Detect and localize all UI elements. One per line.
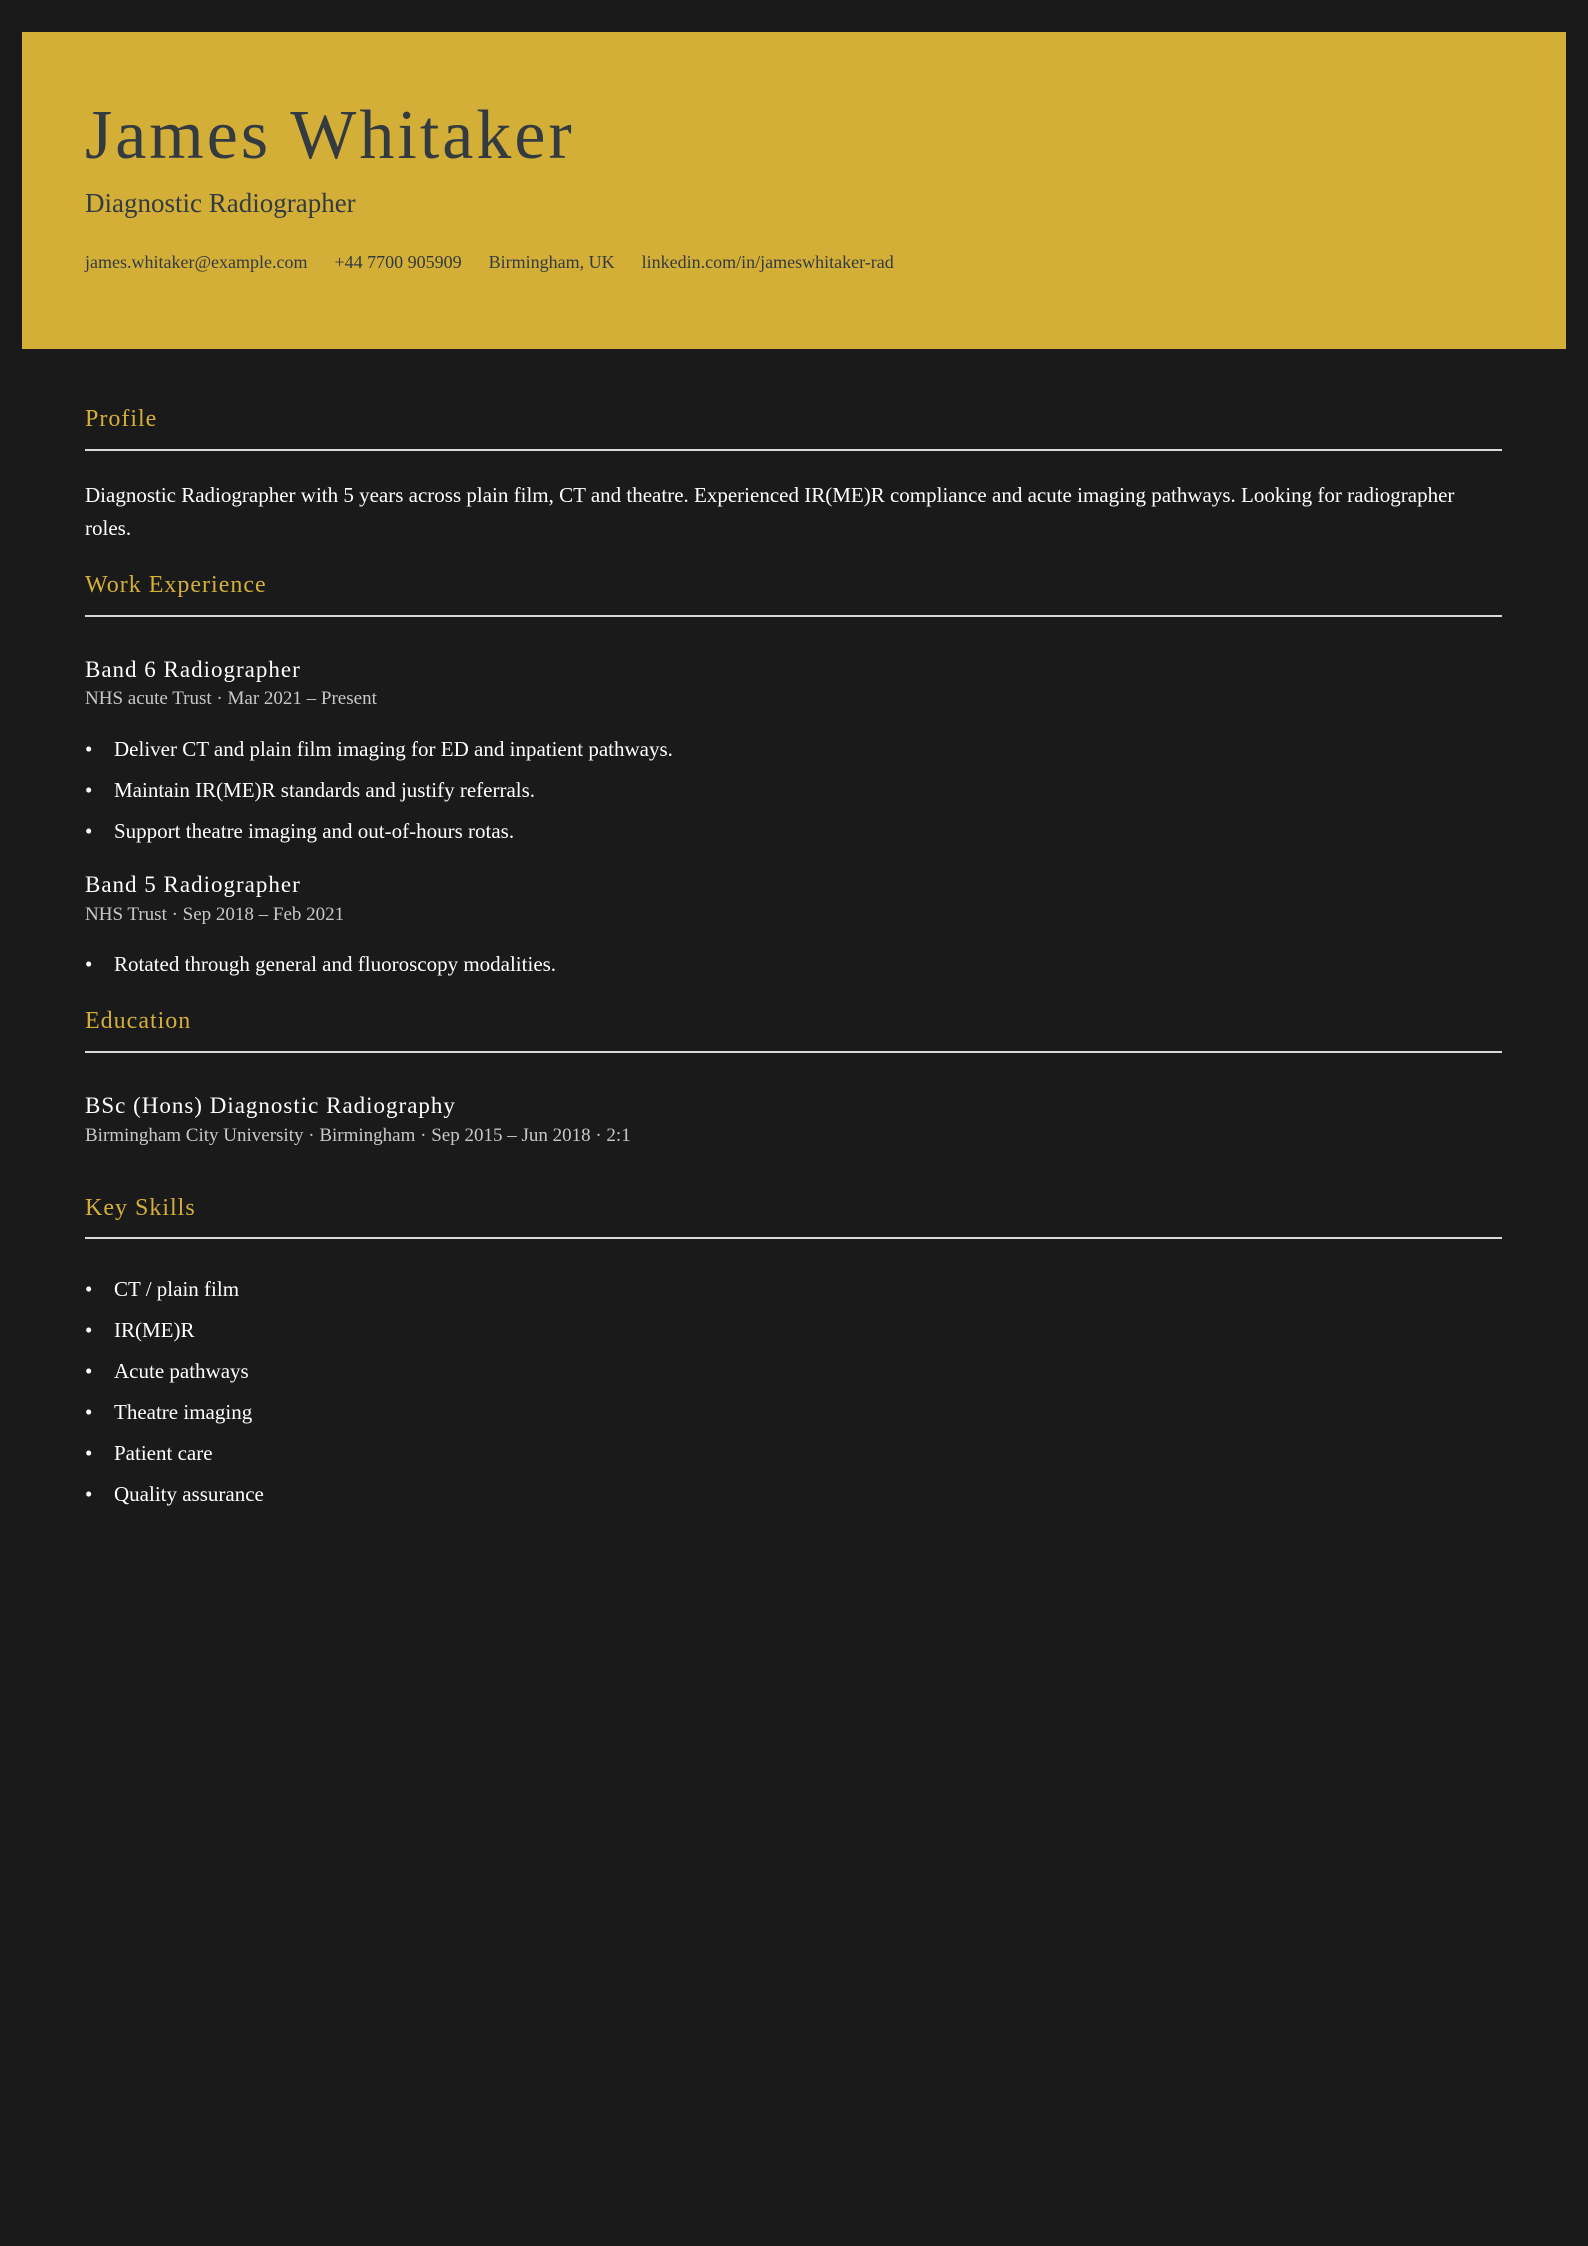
list-item: • Quality assurance <box>85 1482 264 1507</box>
bullet-icon: • <box>85 1318 93 1343</box>
list-item: • Rotated through general and fluoroscopy modalities. <box>85 952 557 977</box>
experience-section <box>85 571 1502 977</box>
section-divider <box>85 1237 1502 1239</box>
skills-section <box>85 1194 1502 1507</box>
resume-body <box>85 405 1502 1506</box>
section-title-education: Education <box>85 1008 192 1035</box>
profile-summary: Diagnostic Radiographer with 5 years across plain film, CT and theatre. Experienced IR(ME)R compliance and acute imaging pathways. Looking for radiographer roles. <box>85 482 1455 540</box>
candidate-name: James Whitaker <box>85 97 575 174</box>
list-item: • Theatre imaging <box>85 1400 253 1425</box>
profile-section <box>85 405 1502 545</box>
section-title-profile: Profile <box>85 406 158 432</box>
education-meta: Birmingham City University · Birmingham · Sep 2015 – Jun 2018 · 2:1 <box>85 1124 631 1146</box>
section-divider <box>85 615 1502 617</box>
job-entry <box>85 656 1502 843</box>
job-meta: NHS acute Trust · Mar 2021 – Present <box>85 688 377 710</box>
list-item: • Acute pathways <box>85 1359 249 1384</box>
education-section <box>85 1007 1502 1147</box>
bullet-icon: • <box>85 1482 93 1507</box>
section-title-skills: Key Skills <box>85 1194 196 1221</box>
job-title: Band 6 Radiographer <box>85 656 301 682</box>
job-bullets <box>85 952 1502 976</box>
bullet-icon: • <box>85 1400 93 1425</box>
list-item: • IR(ME)R <box>85 1318 195 1343</box>
section-divider <box>85 1051 1502 1053</box>
bullet-icon: • <box>85 777 93 802</box>
bullet-icon: • <box>85 1277 93 1302</box>
bullet-icon: • <box>85 818 93 843</box>
list-item: • CT / plain film <box>85 1277 240 1302</box>
job-bullets <box>85 737 1502 843</box>
bullet-icon: • <box>85 1441 93 1466</box>
section-divider <box>85 449 1502 451</box>
contact-location: Birmingham, UK <box>488 252 615 272</box>
education-entry <box>85 1092 1502 1147</box>
degree-title: BSc (Hons) Diagnostic Radiography <box>85 1093 456 1119</box>
section-title-experience: Work Experience <box>85 571 267 598</box>
skills-list <box>85 1277 1502 1506</box>
contact-phone[interactable]: +44 7700 905909 <box>334 252 462 272</box>
candidate-headline: Diagnostic Radiographer <box>85 188 356 218</box>
job-title: Band 5 Radiographer <box>85 871 301 897</box>
bullet-icon: • <box>85 1359 93 1384</box>
job-entry <box>85 871 1502 976</box>
list-item: • Support theatre imaging and out-of-hours rotas. <box>85 818 515 843</box>
bullet-icon: • <box>85 952 93 977</box>
contact-line <box>85 252 894 274</box>
contact-email[interactable]: james.whitaker@example.com <box>85 252 308 272</box>
list-item: • Patient care <box>85 1441 213 1466</box>
job-meta: NHS Trust · Sep 2018 – Feb 2021 <box>85 903 345 925</box>
bullet-icon: • <box>85 736 93 761</box>
list-item: • Deliver CT and plain film imaging for ED and inpatient pathways. <box>85 736 673 761</box>
resume-header <box>22 32 1566 349</box>
contact-linkedin[interactable]: linkedin.com/in/jameswhitaker-rad <box>641 252 894 272</box>
list-item: • Maintain IR(ME)R standards and justify referrals. <box>85 777 536 802</box>
